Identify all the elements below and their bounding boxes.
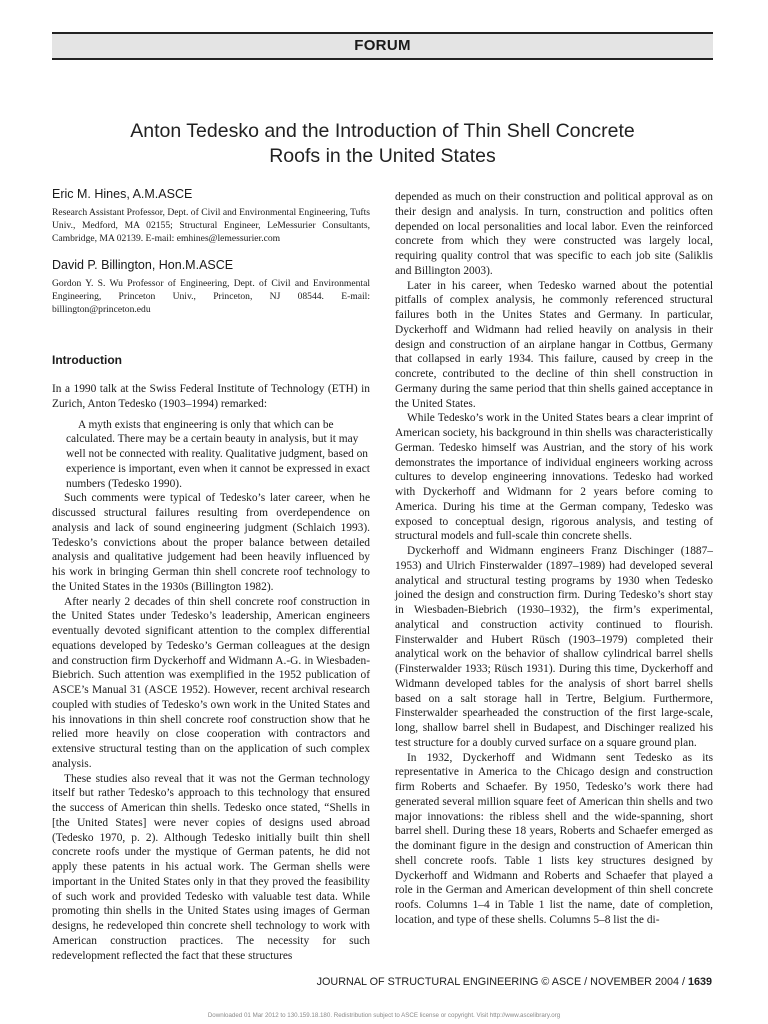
body-paragraph: depended as much on their construction and political approval as on their design and analysis. In turn, construction and politics often depended on local personalities and local labor. Even the reinforced concrete from which they were constructed was largely local, requiring quality control that was specific to each job site (Saliklis and Billington 2003). [395,191,713,277]
author-name: David P. Billington, Hon.M.ASCE [52,258,234,272]
body-paragraph: These studies also reveal that it was not the German technology itself but rather Tedesko’s approach to this technology that ensured the success of American thin shells. Tedesko once stated, “Shells in [the United States] were never copies of designs used abroad (Tedesko 1970, p. 2). Although Tedesko initially built thin shell concrete roofs under the mystique of German patents, he did not apply these patents in his actual work. The German shells were important in the United States only in that they proved the feasibility of such work and provided Tedesko with valuable test data. While promoting thin shells in the United States using images of German designs, he redeveloped thin concrete shell technology to work with American construction practices. The necessity for such redevelopment reflected the fact that these structures [52,772,370,962]
section-heading: Introduction [52,353,122,367]
author-name: Eric M. Hines, A.M.ASCE [52,187,193,201]
author-affiliation: Research Assistant Professor, Dept. of Civil and Environmental Engineering, Tufts Univ., Medford, MA 02155; Structural Engineer, LeMessurier Consultants, Cambridge, MA 02139. E-mail: emhines@lemessurier.com [52,207,370,244]
article-title-line-1: Anton Tedesko and the Introduction of Thin Shell Concrete [130,120,635,142]
body-paragraph: While Tedesko’s work in the United States bears a clear imprint of American society, his background in thin shells was characteristically German. Tedesko himself was Austrian, and the story of his work demonstrates the importance of individual engineers working across cultures to develop engineering innovations. Tedesko had worked with Dyckerhoff and Widmann for 2 years before coming to America. During his time at the German company, Tedesko was exposed to conceptual design, rigorous analysis, and testing of structural models and full-scale thin concrete shells. [395,412,713,543]
page-number: 1639 [687,976,712,988]
block-quote: A myth exists that engineering is only that which can be calculated. There may be a certain beauty in analysis, but it may well not be connected with reality. Qualitative judgment, based on experience is important, even when it cannot be expressed in exact numbers (Tedesko 1990). [66,418,370,490]
body-paragraph: Such comments were typical of Tedesko’s later career, when he discussed structural failures resulting from overdependence on analysis and lack of sound engineering judgment (Schlaich 1993). Tedesko’s convictions about the proper balance between detailed analysis and qualitative judgement had been heavily influenced by his work in bringing German thin shell concrete roof technology to the United States in the 1930s (Billington 1982). [52,492,370,593]
right-column [395,190,713,928]
article-title-line-2: Roofs in the United States [269,145,496,167]
article-title [52,119,713,169]
body-paragraph: In 1932, Dyckerhoff and Widmann sent Tedesko as its representative in America to the Chicago design and construction firm Roberts and Schaefer. By 1950, Tedesko’s work there had generated several million square feet of American thin shells and two major innovations: the ribless shell and the wide-spanning, short barrel shell. During these 18 years, Roberts and Schaefer emerged as the dominant figure in the design and construction of American thin shell concrete roofs. Table 1 lists key structures designed by Dyckerhoff and Widmann and Roberts and Schaefer that played a role in the German and American development of thin shell concrete roofs. Columns 1–4 in Table 1 list the name, date of completion, location, and type of these shells. Columns 5–8 list the di- [395,751,713,926]
body-paragraph: After nearly 2 decades of thin shell concrete roof construction in the United States under Tedesko’s leadership, American engineers eventually devoted significant attention to the complex differential equations developed by Tedesko’s German colleagues at the design and construction firm Dyckerhoff and Widmann A.-G. in Wiesbaden-Biebrich. Such attention was exemplified in the 1952 publication of ASCE’s Manual 31 (ASCE 1952). However, recent archival research coupled with studies of Tedesko’s own work in the United States and his innovations in thin shell concrete roof construction show that he relied more heavily on close cooperation with contractors and extensive structural testing than on the application of such complex analysis. [52,595,370,770]
body-paragraph: Later in his career, when Tedesko warned about the potential pitfalls of complex analysis, he commonly referenced structural failures both in the Unites States and Germany. In particular, Dyckerhoff and Widmann had relied heavily on analysis in their design and construction of an airplane hangar in Cottbus, Germany that collapsed in early 1934. This failure, caused by creep in the concrete, contributed to the decline of thin shell construction in Germany during the same period that thin shells gained acceptance in the United States. [395,279,713,410]
body-paragraph: In a 1990 talk at the Swiss Federal Institute of Technology (ETH) in Zurich, Anton Tedesko (1903–1994) remarked: [52,383,370,410]
journal-citation: JOURNAL OF STRUCTURAL ENGINEERING © ASCE / NOVEMBER 2004 / [316,976,685,988]
download-notice: Downloaded 01 Mar 2012 to 130.159.18.180. Redistribution subject to ASCE license or copyright. Visit http://www.ascelibrary.org [207,1012,561,1019]
left-column [52,186,370,963]
author-affiliation: Gordon Y. S. Wu Professor of Engineering, Dept. of Civil and Environmental Engineering, Princeton Univ., Princeton, NJ 08544. E-mail: billington@princeton.edu [52,278,370,315]
section-label: FORUM [354,37,411,54]
journal-footer [317,975,712,989]
body-paragraph: Dyckerhoff and Widmann engineers Franz Dischinger (1887–1953) and Ulrich Finsterwalder (1897–1989) had developed several analytical and structural testing programs by 1930 when Tedesko joined the design and construction firm. During Tedesko’s short stay in Wiesbaden-Biebrich (1930–1932), the firm’s experimental, analytical and construction activity continued to flourish. Finsterwalder and Hubert Rüsch (1903–1979) completed their analytical work on the behavior of shallow cylindrical barrel shells (Finsterwalder 1933; Rüsch 1931). During this time, Dyckerhoff and Widmann developed tables for the analysis of short barrel shells based on a salt storage hall in Tertre, Belgium. Furthermore, Finsterwalder spearheaded the construction of the first large-scale, long, shallow barrel shell in Budapest, and Dischinger realized his test structure for a doubly curved surface on a square ground plan. [395,545,713,749]
section-header-bar [52,32,713,60]
